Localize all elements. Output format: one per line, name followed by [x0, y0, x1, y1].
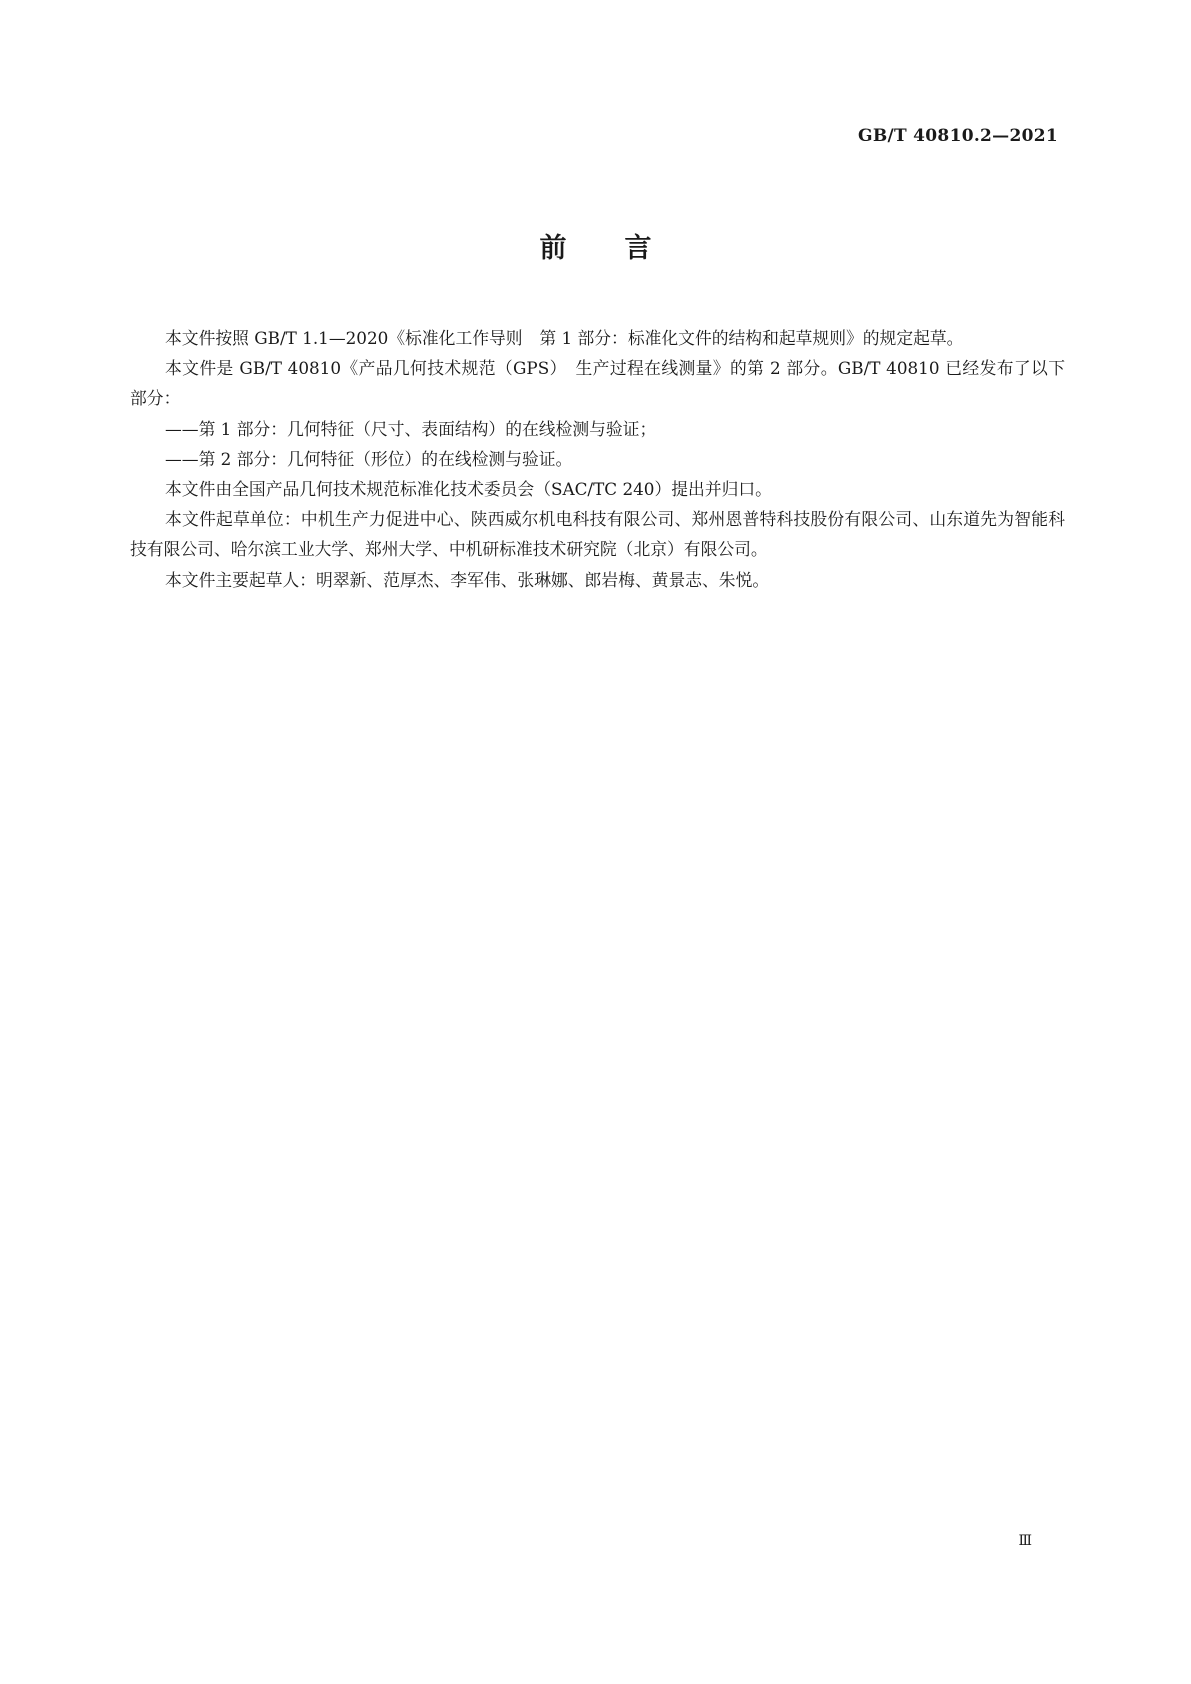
list-item-part-2: ——第 2 部分：几何特征（形位）的在线检测与验证。 — [165, 448, 573, 469]
paragraph-drafting-units: 本文件起草单位：中机生产力促进中心、陕西威尔机电科技有限公司、郑州恩普特科技股份有限公司、山东道先为智能科技有限公司、哈尔滨工业大学、郑州大学、中机研标准技术研究院（北京）有限公司。 — [130, 509, 1065, 560]
document-code: GB/T 40810.2—2021 — [858, 126, 1058, 146]
list-item-part-1: ——第 1 部分：几何特征（尺寸、表面结构）的在线检测与验证； — [165, 418, 657, 439]
section-title-char: 言 — [624, 233, 652, 264]
foreword-body — [130, 323, 1065, 595]
paragraph-series-part: 本文件是 GB/T 40810《产品几何技术规范（GPS） 生产过程在线测量》的第 2 部分。GB/T 40810 已经发布了以下部分： — [130, 358, 1065, 409]
page-number: Ⅲ — [1018, 1533, 1032, 1549]
paragraph-drafters: 本文件主要起草人：明翠新、范厚杰、李军伟、张琳娜、郎岩梅、黄景志、朱悦。 — [165, 569, 770, 590]
section-title — [0, 226, 1191, 265]
paragraph-drafting-rules: 本文件按照 GB/T 1.1—2020《标准化工作导则 第 1 部分：标准化文件的结构和起草规则》的规定起草。 — [165, 328, 964, 348]
paragraph-proposed-by: 本文件由全国产品几何技术规范标准化技术委员会（SAC/TC 240）提出并归口。 — [165, 479, 772, 500]
section-title-char: 前 — [539, 233, 567, 264]
